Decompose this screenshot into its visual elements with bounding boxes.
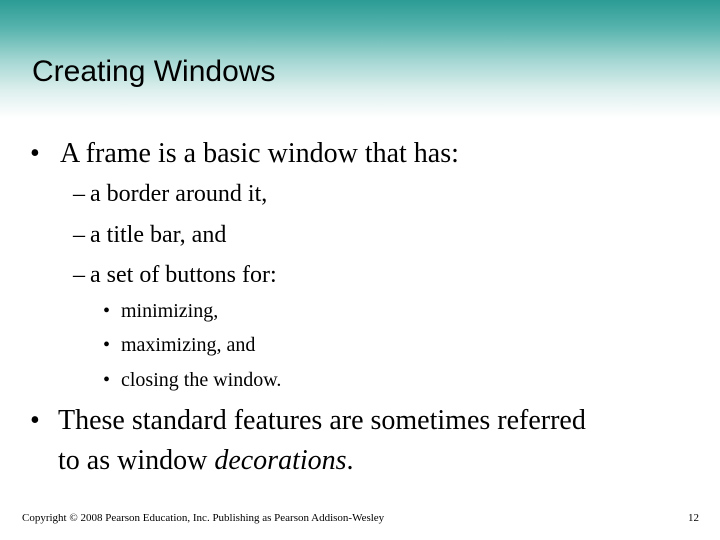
- sub-sub-bullet-text: closing the window.: [121, 369, 282, 391]
- bullet-marker: •: [30, 138, 40, 169]
- sub-sub-bullet-text: minimizing,: [121, 300, 219, 322]
- sub-bullet-marker: –: [73, 262, 85, 288]
- sub-bullet-text: a border around it,: [90, 181, 268, 207]
- bullet-text-continuation: [58, 447, 354, 475]
- sub-sub-bullet-marker: •: [103, 300, 111, 322]
- slide-title: Creating Windows: [32, 55, 276, 88]
- bullet-text: These standard features are sometimes referred: [58, 405, 586, 436]
- bullet-text-period: .: [346, 445, 354, 476]
- sub-bullet-marker: –: [73, 222, 85, 248]
- sub-bullet-text: a title bar, and: [90, 222, 227, 248]
- footer-copyright: Copyright © 2008 Pearson Education, Inc. Publishing as Pearson Addison-Wesley: [22, 512, 385, 524]
- sub-bullet-marker: –: [73, 181, 85, 207]
- emphasized-term: decorations: [214, 445, 347, 476]
- sub-bullet-text: a set of buttons for:: [90, 262, 277, 288]
- bullet-text-plain: to as window: [58, 445, 215, 476]
- page-number: 12: [688, 512, 699, 524]
- sub-sub-bullet-marker: •: [103, 334, 111, 356]
- sub-sub-bullet-text: maximizing, and: [121, 334, 256, 356]
- bullet-text: A frame is a basic window that has:: [60, 138, 459, 169]
- bullet-marker: •: [30, 405, 40, 436]
- sub-sub-bullet-marker: •: [103, 369, 111, 391]
